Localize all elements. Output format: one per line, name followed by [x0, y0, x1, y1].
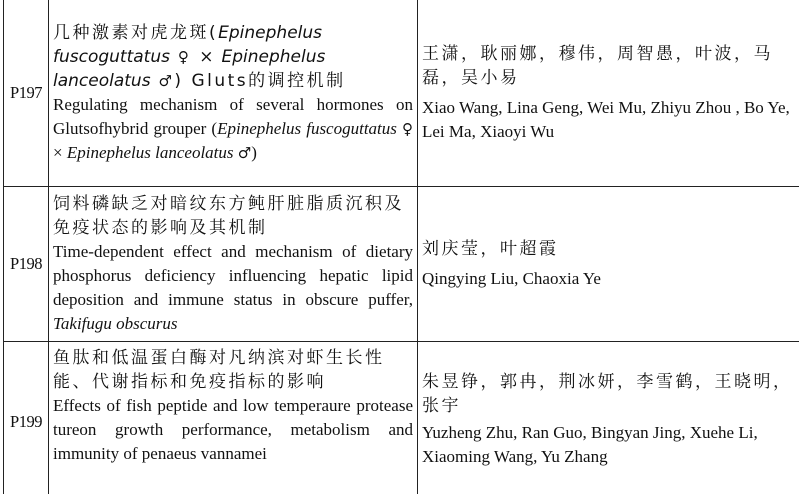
female-symbol: ♀ [177, 47, 192, 66]
female-symbol: ♀ [401, 119, 413, 138]
title-zh: 饲料磷缺乏对暗纹东方鲀肝脏脂质沉积及免疫状态的影响及其机制 [53, 194, 404, 238]
authors-zh: 王潇，耿丽娜，穆伟，周智愚，叶波，马磊，吴小易 [422, 43, 773, 88]
title-en [53, 93, 413, 165]
paper-title [49, 342, 418, 494]
title-en-text: Regulating mechanism of several hormones on Glutsofhybrid grouper ( [53, 94, 413, 138]
authors-en: Xiao Wang, Lina Geng, Wei Mu, Zhiyu Zhou , Bo Ye, Lei Ma, Xiaoyi Wu [422, 97, 790, 141]
title-zh: 鱼肽和低温蛋白酶对凡纳滨对虾生长性能、代谢指标和免疫指标的影响 [53, 348, 385, 392]
title-en-text: Time-dependent effect and mechanism of dietary phosphorus deficiency influencing hepatic lipid deposition and immune status in obscure puffer, [53, 242, 413, 309]
species-name: Epinephelus fuscoguttatus [217, 118, 397, 138]
title-en: Effects of fish peptide and low temperaure protease tureon growth performance, metabolism and immunity of penaeus vannamei [53, 396, 413, 463]
species-name: Epinephelus lanceolatus [66, 142, 234, 162]
table-row [4, 342, 799, 494]
authors-zh: 朱昱铮，郭冉，荆冰妍，李雪鹤，王晓明，张宇 [422, 372, 793, 416]
species-name: Epinephelus fuscoguttatus [53, 22, 323, 67]
times-symbol: × [199, 46, 214, 67]
title-zh-text: ) Gluts的调控机制 [174, 70, 346, 91]
paper-authors [418, 342, 799, 494]
paper-title [49, 187, 418, 342]
paper-authors [418, 0, 799, 187]
species-name: Takifugu obscurus [53, 314, 178, 333]
paper-code: P199 [4, 342, 49, 494]
paper-authors [418, 187, 799, 342]
title-en [53, 240, 413, 336]
paper-title [49, 0, 418, 187]
table-row [4, 187, 799, 342]
authors-en: Qingying Liu, Chaoxia Ye [422, 269, 601, 288]
paper-code: P198 [4, 187, 49, 342]
title-zh-text: 几种激素对虎龙斑( [53, 22, 219, 43]
times-symbol: × [53, 142, 63, 162]
program-table [3, 0, 799, 494]
title-en-text: ) [251, 142, 257, 162]
authors-zh: 刘庆莹，叶超霞 [422, 239, 559, 259]
male-symbol: ♂ [158, 71, 175, 90]
authors-en: Yuzheng Zhu, Ran Guo, Bingyan Jing, Xuehe Li, Xiaoming Wang, Yu Zhang [422, 423, 758, 466]
title-zh [53, 21, 413, 93]
male-symbol: ♂ [237, 143, 252, 162]
species-name: Epinephelus lanceolatus [53, 46, 326, 91]
paper-code: P197 [4, 0, 49, 187]
table-row [4, 0, 799, 187]
